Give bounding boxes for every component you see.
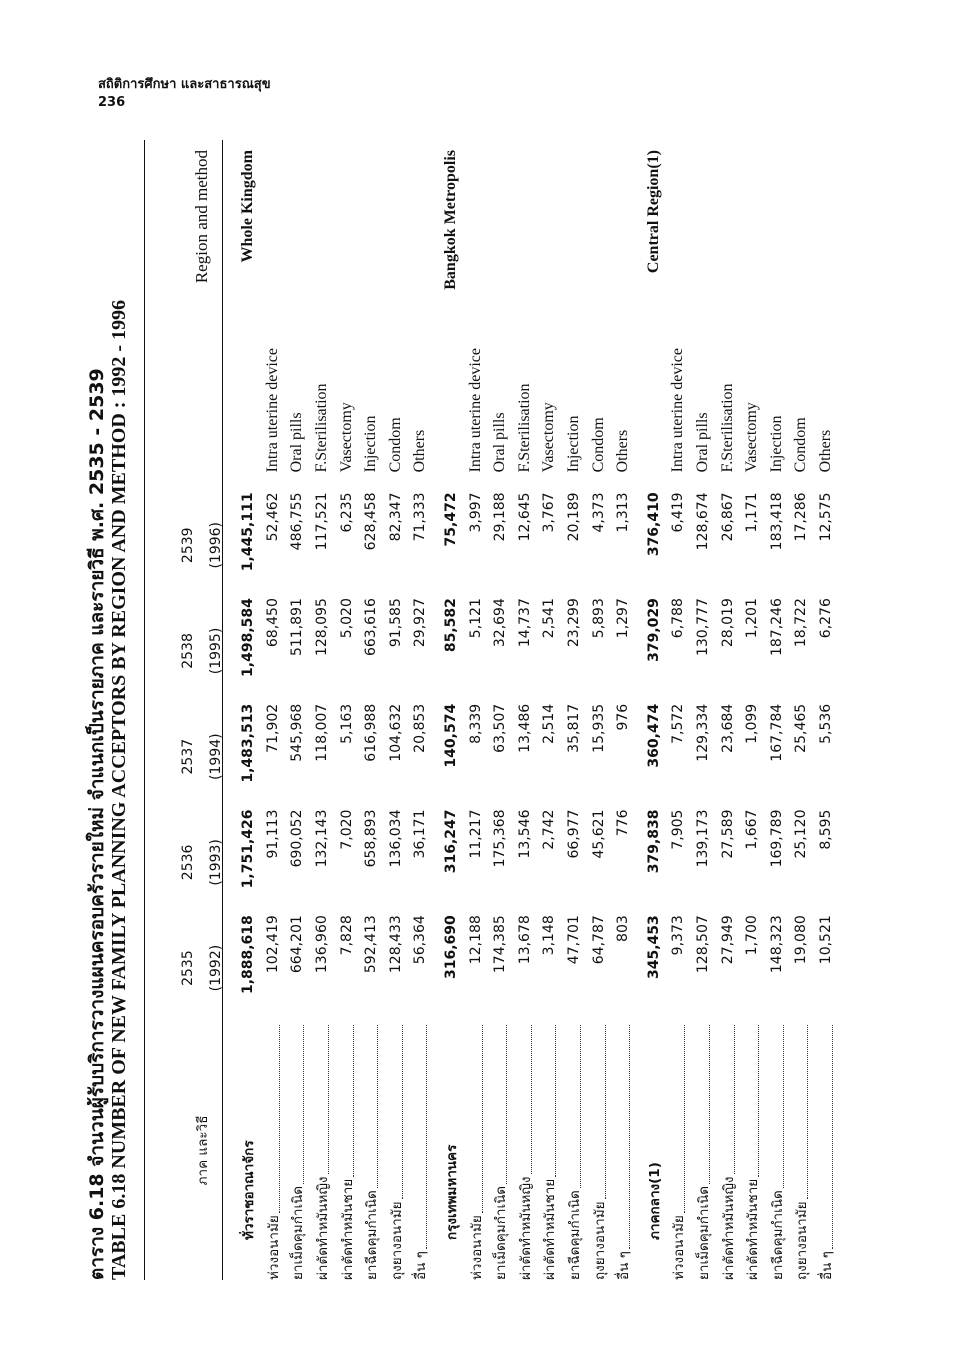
method-value: 148,323 [768,915,785,974]
method-value: 663,616 [363,598,380,657]
header-row-years [174,140,202,1280]
year-ce-header: (1994) [208,733,224,780]
method-value: 132,143 [314,809,331,868]
method-value: 174,385 [492,915,509,974]
method-value: 1,667 [744,809,761,850]
method-value: 20,853 [412,703,429,753]
method-row [384,140,409,1280]
method-value: 1,700 [744,915,761,956]
method-value: 2,742 [541,809,558,850]
method-name-thai: ห่วงอนามัย [671,1215,688,1280]
method-value: 14,737 [516,598,533,648]
method-value: 47,701 [566,915,583,965]
region-name-thai: ภาคกลาง(1) [646,1162,663,1240]
method-name-english: Injection [362,415,380,473]
method-value: 25,120 [793,809,810,859]
method-value: 36,171 [412,809,429,859]
method-value: 29,188 [492,492,509,542]
method-value: 6,419 [670,492,687,533]
region-total-value: 316,690 [443,915,460,979]
method-name-thai: ถุงยางอนามัย [388,1201,405,1280]
method-row [611,140,636,1280]
method-value: 10,521 [817,915,834,965]
method-value: 5,020 [338,598,355,639]
dot-leader [279,1025,280,1213]
region-total-value: 316,247 [443,809,460,874]
method-row [789,140,814,1280]
method-name-thai: ยาเม็ดคุมกำเนิด [695,1185,712,1280]
method-value: 139,173 [694,809,711,868]
method-row [310,140,335,1280]
method-name-english: F.Sterilisation [313,383,331,473]
method-value: 169,789 [768,809,785,868]
method-value: 128,674 [694,492,711,551]
method-value: 5,536 [817,703,834,744]
method-name-thai: ห่วงอนามัย [265,1215,282,1280]
subject-heading: สถิติการศึกษา และสาธารณสุข [98,77,271,92]
table-title-thai: ตาราง 6.18 จำนวนผู้รับบริการวางแผนครอบครัวรายใหม่ จำแนกเป็นรายภาค และรายวิธี พ.ศ. 2535 - 2539 [86,368,108,1280]
method-value: 19,080 [793,915,810,965]
method-row [740,140,765,1280]
method-value: 32,694 [492,598,509,648]
top-rule [144,140,145,1280]
method-value: 6,276 [817,598,834,639]
method-value: 35,817 [566,703,583,753]
method-value: 52,462 [264,492,281,542]
method-name-english: F.Sterilisation [515,383,533,473]
method-value: 26,867 [719,492,736,542]
page-number: 236 [98,95,126,110]
dot-leader [426,1025,427,1249]
method-value: 118,007 [314,703,331,762]
year-be-header: 2538 [180,633,196,669]
region-total-value: 1,483,513 [240,703,257,783]
method-row [666,140,691,1280]
method-row [488,140,513,1280]
method-value: 68,450 [264,598,281,648]
method-value: 3,767 [541,492,558,533]
method-value: 128,433 [387,915,404,974]
method-row [764,140,789,1280]
dot-leader [531,1025,532,1175]
method-value: 12,645 [516,492,533,542]
year-be-header: 2536 [180,844,196,881]
dot-leader [580,1025,581,1188]
dot-leader [303,1025,304,1184]
method-name-thai: อื่น ๆ [413,1251,430,1280]
region-total-row [636,140,667,1280]
method-value: 8,339 [467,703,484,744]
method-row [586,140,611,1280]
method-name-thai: ยาฉีดคุมกำเนิด [567,1190,584,1280]
year-ce-header: (1992) [208,944,224,992]
method-value: 5,163 [338,703,355,744]
method-value: 2,514 [541,703,558,744]
method-row [334,140,359,1280]
method-name-thai: ผ่าตัดทำหมันชาย [542,1178,559,1280]
region-total-value: 85,582 [443,598,460,653]
dot-leader [482,1025,483,1213]
method-name-english: Oral pills [693,412,711,473]
region-total-value: 1,751,426 [240,809,257,889]
region-name-english: Whole Kingdom [239,150,257,263]
method-value: 690,052 [289,809,306,868]
method-name-english: Condom [792,417,810,473]
method-value: 6,235 [338,492,355,533]
region-total-value: 1,888,618 [240,915,257,995]
method-row [562,140,587,1280]
method-value: 136,960 [314,915,331,974]
method-value: 82,347 [387,492,404,542]
method-name-english: Oral pills [288,412,306,473]
method-name-thai: ถุงยางอนามัย [794,1201,811,1280]
method-value: 1,201 [744,598,761,639]
method-name-thai: ยาฉีดคุมกำเนิด [364,1190,381,1280]
method-name-thai: ผ่าตัดทำหมันชาย [339,1178,356,1280]
method-value: 91,113 [264,809,281,859]
method-value: 3,997 [467,492,484,533]
dot-leader [402,1025,403,1200]
method-value: 5,121 [467,598,484,639]
method-value: 803 [615,915,632,942]
region-total-value: 140,574 [443,703,460,768]
dot-leader [605,1025,606,1200]
method-value: 664,201 [289,915,306,974]
method-value: 486,755 [289,492,306,551]
method-value: 29,927 [412,598,429,648]
method-value: 28,019 [719,598,736,648]
region-total-value: 379,838 [645,809,662,874]
method-value: 129,334 [694,703,711,762]
dot-leader [832,1025,833,1249]
method-value: 17,286 [793,492,810,542]
method-value: 11,217 [467,809,484,859]
method-value: 7,020 [338,809,355,850]
method-name-english: Vasectomy [540,402,558,473]
method-value: 511,891 [289,598,306,657]
method-value: 13,678 [516,915,533,965]
method-value: 592,413 [363,915,380,974]
method-value: 4,373 [590,492,607,533]
method-value: 117,521 [314,492,331,551]
acceptors-table [174,140,838,1280]
dot-leader [353,1025,354,1177]
method-value: 102,419 [264,915,281,974]
method-value: 27,589 [719,809,736,859]
method-value: 167,784 [768,703,785,762]
method-name-english: Intra uterine device [263,348,281,473]
region-total-row [433,140,464,1280]
method-value: 56,364 [412,915,429,965]
method-value: 63,507 [492,703,509,753]
method-name-english: Intra uterine device [466,348,484,473]
method-row [691,140,716,1280]
method-row [513,140,538,1280]
dot-leader [629,1025,630,1249]
method-value: 23,299 [566,598,583,648]
method-value: 9,373 [670,915,687,956]
method-value: 545,968 [289,703,306,762]
method-value: 64,787 [590,915,607,965]
method-value: 658,893 [363,809,380,868]
method-name-english: Condom [589,417,607,473]
method-name-thai: ยาฉีดคุมกำเนิด [769,1190,786,1280]
rotated-table-page [82,60,862,1300]
method-value: 183,418 [768,492,785,551]
method-row [359,140,384,1280]
method-name-english: F.Sterilisation [718,383,736,473]
year-ce-header: (1993) [208,839,224,886]
method-name-thai: ผ่าตัดทำหมันหญิง [720,1176,737,1280]
method-row [408,140,433,1280]
method-value: 13,546 [516,809,533,859]
method-value: 7,905 [670,809,687,850]
region-name-thai: ทั่วราชอาณาจักร [241,1140,258,1240]
method-name-thai: ยาเม็ดคุมกำเนิด [290,1185,307,1280]
region-total-value: 360,474 [645,703,662,768]
region-name-thai: กรุงเทพมหานคร [444,1144,461,1240]
method-name-thai: ผ่าตัดทำหมันชาย [745,1178,762,1280]
dot-leader [684,1025,685,1213]
method-value: 12,188 [467,915,484,965]
method-value: 15,935 [590,703,607,753]
method-name-thai: ผ่าตัดทำหมันหญิง [517,1176,534,1280]
method-value: 3,148 [541,915,558,956]
method-row [261,140,286,1280]
method-value: 20,189 [566,492,583,542]
dot-leader [506,1025,507,1184]
method-value: 616,988 [363,703,380,762]
method-value: 628,458 [363,492,380,551]
region-total-value: 379,029 [645,598,662,662]
method-row [463,140,488,1280]
method-value: 27,949 [719,915,736,965]
method-name-thai: อื่น ๆ [616,1251,633,1280]
method-value: 13,486 [516,703,533,753]
year-be-header: 2537 [180,738,196,775]
region-total-value: 376,410 [645,492,662,557]
method-value: 25,465 [793,703,810,753]
dot-leader [328,1025,329,1175]
region-total-value: 1,445,111 [240,492,257,572]
method-value: 1,099 [744,703,761,744]
method-value: 1,297 [615,598,632,639]
method-value: 6,788 [670,598,687,639]
method-value: 776 [615,809,632,837]
method-value: 976 [615,703,632,731]
method-value: 128,095 [314,598,331,657]
method-name-english: Vasectomy [337,402,355,473]
method-name-thai: ถุงยางอนามัย [591,1201,608,1280]
year-ce-header: (1996) [208,521,224,569]
method-name-english: Injection [767,415,785,473]
method-value: 71,902 [264,703,281,753]
method-value: 1,171 [744,492,761,533]
method-row [285,140,310,1280]
method-name-thai: อื่น ๆ [818,1251,835,1280]
method-value: 71,333 [412,492,429,542]
method-value: 7,572 [670,703,687,744]
method-value: 45,621 [590,809,607,859]
method-value: 12,575 [817,492,834,542]
year-be-header: 2535 [180,950,196,986]
method-value: 18,722 [793,598,810,648]
method-value: 130,777 [694,598,711,657]
method-name-english: Others [614,429,632,473]
dot-leader [807,1025,808,1200]
dot-leader [734,1025,735,1175]
region-total-value: 1,498,584 [240,598,257,677]
method-value: 175,368 [492,809,509,868]
method-name-english: Injection [565,415,583,473]
table-title-english: TABLE 6.18 NUMBER OF NEW FAMILY PLANNING ACCEPTORS BY REGION AND METHOD : 1992 - 1996 [108,299,130,1280]
method-value: 5,893 [590,598,607,639]
method-value: 7,828 [338,915,355,956]
method-name-thai: ผ่าตัดทำหมันหญิง [315,1176,332,1280]
dot-leader [758,1025,759,1177]
method-name-thai: ห่วงอนามัย [468,1215,485,1280]
method-value: 23,684 [719,703,736,753]
method-name-english: Others [816,429,834,473]
dot-leader [377,1025,378,1188]
year-ce-header: (1995) [208,627,224,675]
region-total-value: 345,453 [645,915,662,979]
method-value: 91,585 [387,598,404,648]
method-name-english: Condom [386,417,404,473]
english-column-header: Region and method [192,150,211,284]
method-value: 128,507 [694,915,711,974]
method-name-english: Intra uterine device [669,348,687,473]
method-value: 187,246 [768,598,785,657]
method-row [537,140,562,1280]
dot-leader [555,1025,556,1177]
region-name-english: Central Region(1) [644,150,662,274]
method-name-english: Vasectomy [743,402,761,473]
method-name-english: Others [411,429,429,473]
dot-leader [783,1025,784,1188]
method-value: 66,977 [566,809,583,859]
method-value: 136,034 [387,809,404,868]
method-value: 2,541 [541,598,558,639]
region-name-english: Bangkok Metropolis [442,150,460,290]
method-row [814,140,839,1280]
method-row [715,140,740,1280]
method-value: 104,632 [387,703,404,762]
method-name-english: Oral pills [491,412,509,473]
thai-column-header: ภาค และวิธี [195,1115,211,1186]
method-value: 8,595 [817,809,834,850]
dot-leader [709,1025,710,1184]
region-total-value: 75,472 [443,492,460,547]
method-name-thai: ยาเม็ดคุมกำเนิด [493,1185,510,1280]
method-value: 1,313 [615,492,632,533]
year-be-header: 2539 [180,527,196,564]
region-total-row [230,140,261,1280]
